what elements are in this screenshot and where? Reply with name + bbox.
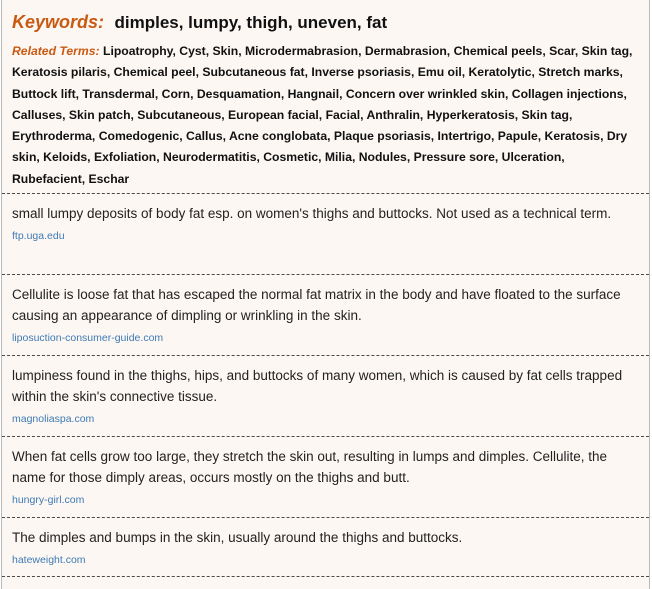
definition-source-link[interactable]: hateweight.com bbox=[12, 554, 86, 567]
definition-item bbox=[2, 517, 649, 577]
keywords-value: dimples, lumpy, thigh, uneven, fat bbox=[114, 13, 388, 32]
related-terms-label: Related Terms: bbox=[12, 44, 100, 58]
definition-item bbox=[2, 193, 649, 274]
definition-source-link[interactable]: ftp.uga.edu bbox=[12, 230, 65, 243]
definition-text: small lumpy deposits of body fat esp. on women's thighs and buttocks. Not used as a technical term. bbox=[12, 206, 612, 222]
keywords-header bbox=[2, 0, 649, 190]
definition-text: Cellulite is loose fat that has escaped the normal fat matrix in the body and have floated to the surface causing an appearance of dimpling or wrinkling in the skin. bbox=[12, 287, 621, 324]
definition-item bbox=[2, 355, 649, 436]
definition-item bbox=[2, 274, 649, 355]
keywords-line bbox=[12, 9, 649, 41]
related-terms bbox=[12, 41, 649, 190]
related-terms-list: Lipoatrophy, Cyst, Skin, Microdermabrasion, Dermabrasion, Chemical peels, Scar, Skin tag, Keratosis pilaris, Chemical peel, Subcutaneous fat, Inverse psoriasis, Emu oil, Keratolytic, Stretch marks, Buttock lift, Transdermal, Corn, Desquamation, Hangnail, Concern over wrinkled skin, Collagen injections, Calluses, Skin patch, Subcutaneous, European facial, Facial, Anthralin, Hyperkeratosis, Skin tag, Erythroderma, Comedogenic, Callus, Acne conglobata, Plaque psoriasis, Intertrigo, Papule, Keratosis, Dry skin, Keloids, Exfoliation, Neurodermatitis, Cosmetic, Milia, Nodules, Pressure sore, Ulceration, Rubefacient, Eschar bbox=[12, 44, 633, 186]
definition-text: lumpiness found in the thighs, hips, and buttocks of many women, which is caused by fat cells trapped within the skin's connective tissue. bbox=[12, 368, 623, 405]
definition-source-link[interactable]: magnoliaspa.com bbox=[12, 413, 95, 426]
definitions-panel bbox=[1, 0, 650, 589]
definition-source-link[interactable]: liposuction-consumer-guide.com bbox=[12, 332, 164, 345]
definition-text: The dimples and bumps in the skin, usually around the thighs and buttocks. bbox=[12, 530, 463, 546]
definition-source-link[interactable]: hungry-girl.com bbox=[12, 494, 85, 507]
definition-item bbox=[2, 436, 649, 517]
definition-text: When fat cells grow too large, they stretch the skin out, resulting in lumps and dimples. Cellulite, the name for those dimply areas, occurs mostly on the thighs and butt. bbox=[12, 449, 608, 486]
keywords-label: Keywords: bbox=[12, 12, 105, 32]
